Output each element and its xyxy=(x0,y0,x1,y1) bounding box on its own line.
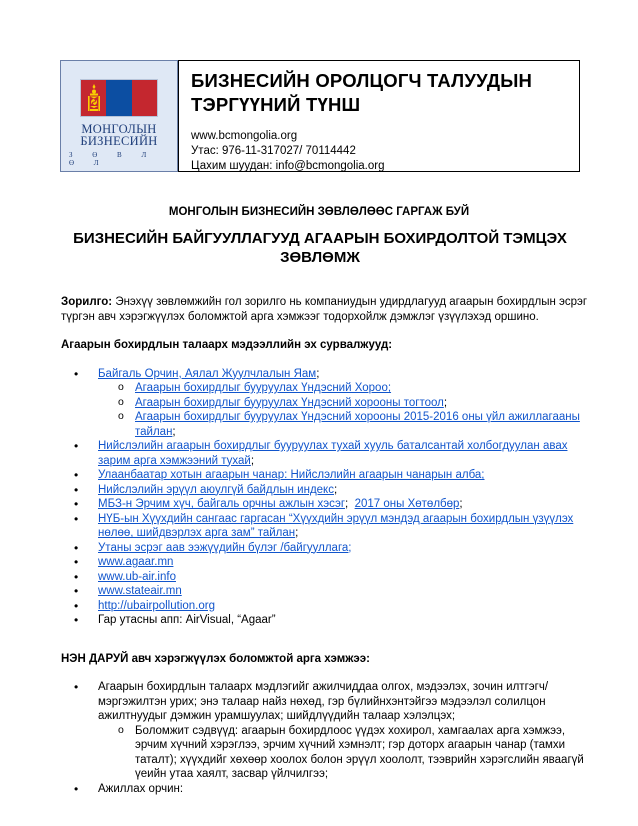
list-item xyxy=(61,570,591,585)
org-title-line-2: ТЭРГҮҮНИЙ ТҮНШ xyxy=(191,94,361,115)
list-item xyxy=(61,541,591,556)
link-ub-air[interactable]: www.ub-air.info xyxy=(98,570,176,583)
logo-line-2: БИЗНЕСИЙН xyxy=(80,134,158,148)
mongolia-flag-icon xyxy=(80,79,158,117)
list-item: • НҮБ-ын Хүүхдийн сангаас гаргасан “Хүүхдийн эрүүл мэндэд агаарын бохирдлын үзүүлэх нөлөө, шийдвэрлэх арга зам” тайлан; xyxy=(61,512,591,541)
source-link-safety-index[interactable]: Нийслэлийн эрүүл аюулгүй байдлын индекс xyxy=(98,483,334,496)
sources-list xyxy=(61,367,591,628)
org-title-line-1: БИЗНЕСИЙН ОРОЛЦОГЧ ТАЛУУДЫН xyxy=(191,70,533,91)
source-link-parents-group[interactable]: Утаны эсрэг аав ээжүүдийн бүлэг /байгууллага; xyxy=(98,541,352,554)
list-item: • МБЗ-н Эрчим хүч, байгаль орчны ажлын хэсэг; 2017 оны Хөтөлбөр; xyxy=(61,497,591,512)
list-item xyxy=(61,613,591,628)
list-item: o Агаарын бохирдлыг бууруулах Үндэсний хорооны тогтоол; xyxy=(98,396,591,411)
source-link-committee[interactable]: Агаарын бохирдлыг бууруулах Үндэсний Хороо; xyxy=(135,382,392,394)
document-header xyxy=(60,60,580,172)
list-item xyxy=(98,724,591,782)
list-item: o Агаарын бохирдлыг бууруулах Үндэсний хорооны 2015-2016 оны үйл ажиллагааны тайлан; xyxy=(98,410,591,439)
link-agaar-mn[interactable]: www.agaar.mn xyxy=(98,556,174,568)
purpose-text: Энэхүү зөвлөмжийн гол зорилго нь компаниудын удирдлагууд агаарын бохирдлын эсрэг түргэн авч хэрэгжүүлэх боломжтой арга хэмжээг тодорхойлж дэмжлэг үзүүлэхэд оршино. xyxy=(61,296,588,323)
logo-text xyxy=(80,123,157,147)
org-email: Цахим шуудан: info@bcmongolia.org xyxy=(191,160,385,172)
sub-list xyxy=(98,724,591,782)
list-item xyxy=(61,680,591,782)
mobile-apps-text: Гар утасны апп: AirVisual, “Agaar” xyxy=(98,614,276,626)
document-title: БИЗНЕСИЙН БАЙГУУЛЛАГУУД АГААРЫН БОХИРДОЛТОЙ ТЭМЦЭХ ЗӨВЛӨМЖ xyxy=(73,230,567,266)
org-contact xyxy=(191,129,569,172)
sub-list xyxy=(98,381,591,439)
source-link-program[interactable]: 2017 оны Хөтөлбөр xyxy=(354,498,460,510)
list-item xyxy=(61,584,591,599)
source-link-air-quality[interactable]: Улаанбаатар хотын агаарын чанар: Нийслэлийн агаарын чанарын алба; xyxy=(98,469,485,481)
purpose-label: Зорилго: xyxy=(61,296,113,308)
org-website: www.bcmongolia.org xyxy=(191,130,298,142)
action-topics: Боломжит сэдвүүд: агаарын бохирдлоос үүдэх хохирол, хамгаалах арга хэмжээ, эрчим хүчний хэрэглээ, эрчим хүчний хэмнэлт; гэр доторх агаарын чанар (тамхи таталт); хүүхдийг хөхөөр хоолох болон эрүүл хоололт, тээврийн хэрэгслийн яваагүй үеийн утаа хаялт, засвар үйлчилгээ; xyxy=(135,724,584,780)
source-link-working-group[interactable]: МБЗ-н Эрчим хүч, байгаль орчны ажлын хэсэг xyxy=(98,498,346,510)
list-item: • Байгаль Орчин, Аялал Жуулчлалын Яам; o Агаарын бохирдлыг бууруулах Үндэсний Хороо; o Агаарын бохирдлыг бууруулах Үндэсний хорооны тогтоол; o Агаарын бохирдлыг бууруулах Үндэсний хорооны 2015-2016 оны үйл ажиллагааны тайлан; xyxy=(61,367,591,440)
logo-subtitle: З Ө В Л Ө Л xyxy=(69,151,156,167)
org-info-box xyxy=(178,60,580,172)
list-item xyxy=(61,782,591,797)
list-item: • Нийслэлийн эрүүл аюулгүй байдлын индекс; xyxy=(61,483,591,498)
list-item xyxy=(98,381,591,396)
document-body xyxy=(61,295,591,796)
immediate-actions-list xyxy=(61,680,591,796)
link-ubairpollution[interactable]: http://ubairpollution.org xyxy=(98,599,215,612)
source-link-report[interactable]: Агаарын бохирдлыг бууруулах Үндэсний хорооны 2015-2016 оны үйл ажиллагааны тайлан xyxy=(135,411,580,438)
list-item: • Нийслэлийн агаарын бохирдлыг бууруулах тухай хууль баталсантай холбогдуулан авах зарим арга хэмжээний тухай; xyxy=(61,439,591,468)
source-link-resolution[interactable]: Агаарын бохирдлыг бууруулах Үндэсний хорооны тогтоол xyxy=(135,396,444,409)
document-subtitle: МОНГОЛЫН БИЗНЕСИЙН ЗӨВЛӨЛӨӨС ГАРГАЖ БУЙ xyxy=(168,206,470,218)
source-link-unicef[interactable]: НҮБ-ын Хүүхдийн сангаас гаргасан “Хүүхдийн эрүүл мэндэд агаарын бохирдлын үзүүлэх нөлөө, шийдвэрлэх арга зам” тайлан xyxy=(98,512,574,539)
bcm-logo xyxy=(60,60,178,172)
source-link-ministry[interactable]: Байгаль Орчин, Аялал Жуулчлалын Яам xyxy=(98,367,317,380)
list-item xyxy=(61,468,591,483)
source-link-law[interactable]: Нийслэлийн агаарын бохирдлыг бууруулах тухай хууль баталсантай холбогдуулан авах зарим арга хэмжээний тухай xyxy=(98,440,568,467)
logo-line-1: МОНГОЛЫН xyxy=(81,122,157,136)
org-phone: Утас: 976-11-317027/ 70114442 xyxy=(191,145,356,157)
org-title xyxy=(191,69,569,117)
action-awareness: Агаарын бохирдлын талаарх мэдлэгийг ажилчиддаа олгох, мэдээлэх, зочин илтгэгч/мэргэжилтэн урих; энэ талаар найз нөхөд, гэр бүлийнхэнтэйгээ мэдээлэл солилцон ажилтнуудыг дэмжин урамшуулах; шийдлүүдийн талаар хэлэлцэх; xyxy=(98,681,549,722)
soyombo-icon xyxy=(88,83,100,113)
purpose-paragraph xyxy=(61,295,591,324)
link-stateair[interactable]: www.stateair.mn xyxy=(98,585,182,597)
sources-heading: Агаарын бохирдлын талаарх мэдээллийн эх сурвалжууд: xyxy=(61,339,393,351)
action-workplace: Ажиллах орчин: xyxy=(98,782,184,795)
immediate-actions-heading: НЭН ДАРУЙ авч хэрэгжүүлэх боломжтой арга хэмжээ: xyxy=(61,652,370,665)
list-item xyxy=(61,599,591,614)
list-item xyxy=(61,555,591,570)
